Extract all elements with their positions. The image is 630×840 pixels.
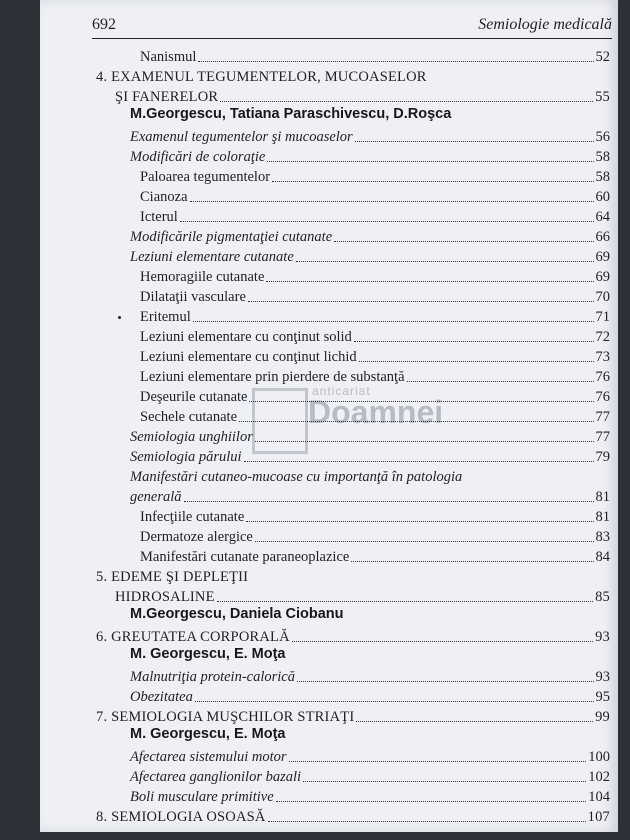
toc-entry: Deşeurile cutanate 76 (140, 389, 610, 405)
toc-authors: M.Georgescu, Tatiana Paraschivescu, D.Roşca (130, 106, 452, 122)
watermark-big: Doamnei (308, 394, 444, 430)
toc-entry: Manifestări cutaneo-mucoase cu importanţă în patologia (130, 469, 463, 485)
toc-authors: M.Georgescu, Daniela Ciobanu (130, 606, 344, 622)
toc-entry: generală 81 (130, 489, 610, 505)
toc-entry: Examenul tegumentelor şi mucoaselor 56 (130, 129, 610, 145)
toc-entry: Leziuni elementare cutanate 69 (130, 249, 610, 265)
toc-entry: Infecţiile cutanate 81 (140, 509, 610, 525)
toc-entry: Hemoragiile cutanate 69 (140, 269, 610, 285)
book-page (40, 0, 618, 832)
toc-authors: M. Georgescu, E. Moţa (130, 726, 286, 742)
running-title: Semiologie medicală (478, 16, 612, 33)
toc-entry: Semiologia unghiilor 77 (130, 429, 610, 445)
toc-entry: Leziuni elementare cu conţinut lichid 73 (140, 349, 610, 365)
toc-entry: Modificările pigmentaţiei cutanate 66 (130, 229, 610, 245)
toc-entry: Obezitatea 95 (130, 689, 610, 705)
toc-entry: Leziuni elementare cu conţinut solid 72 (140, 329, 610, 345)
toc-entry: Nanismul 52 (140, 49, 610, 65)
toc-entry: Modificări de coloraţie 58 (130, 149, 610, 165)
toc-entry: Leziuni elementare prin pierdere de substanţă 76 (140, 369, 610, 385)
toc-chapter-heading: 6. GREUTATEA CORPORALĂ 93 (96, 629, 610, 645)
toc-entry: Dilataţii vasculare 70 (140, 289, 610, 305)
toc-entry: Malnutriţia protein-calorică 93 (130, 669, 610, 685)
watermark-small: anticariat (312, 384, 371, 398)
toc-chapter-heading: 4. EXAMENUL TEGUMENTELOR, MUCOASELOR (96, 69, 427, 85)
toc-chapter-heading: 7. SEMIOLOGIA MUŞCHILOR STRIAŢI 99 (96, 709, 610, 725)
toc-chapter-heading: 8. SEMIOLOGIA OSOASĂ 107 (96, 809, 610, 825)
toc-entry: Semiologia părului 79 (130, 449, 610, 465)
toc-entry: Icterul 64 (140, 209, 610, 225)
toc-entry: Paloarea tegumentelor 58 (140, 169, 610, 185)
toc-authors: M. Georgescu, E. Moţa (130, 646, 286, 662)
toc-entry: Afectarea ganglionilor bazali 102 (130, 769, 610, 785)
toc-entry: Dermatoze alergice 83 (140, 529, 610, 545)
toc-entry: Eritemul 71 (140, 309, 610, 325)
page-number: 692 (92, 16, 116, 33)
table-of-contents (40, 0, 618, 832)
toc-entry: Sechele cutanate 77 (140, 409, 610, 425)
toc-entry: Boli musculare primitive 104 (130, 789, 610, 805)
toc-chapter-heading: 5. EDEME ŞI DEPLEŢII (96, 569, 249, 585)
toc-entry: Cianoza 60 (140, 189, 610, 205)
toc-entry: Manifestări cutanate paraneoplazice 84 (140, 549, 610, 565)
toc-chapter-heading: ŞI FANERELOR 55 (115, 89, 610, 105)
toc-chapter-heading: HIDROSALINE 85 (115, 589, 610, 605)
toc-entry: Afectarea sistemului motor 100 (130, 749, 610, 765)
